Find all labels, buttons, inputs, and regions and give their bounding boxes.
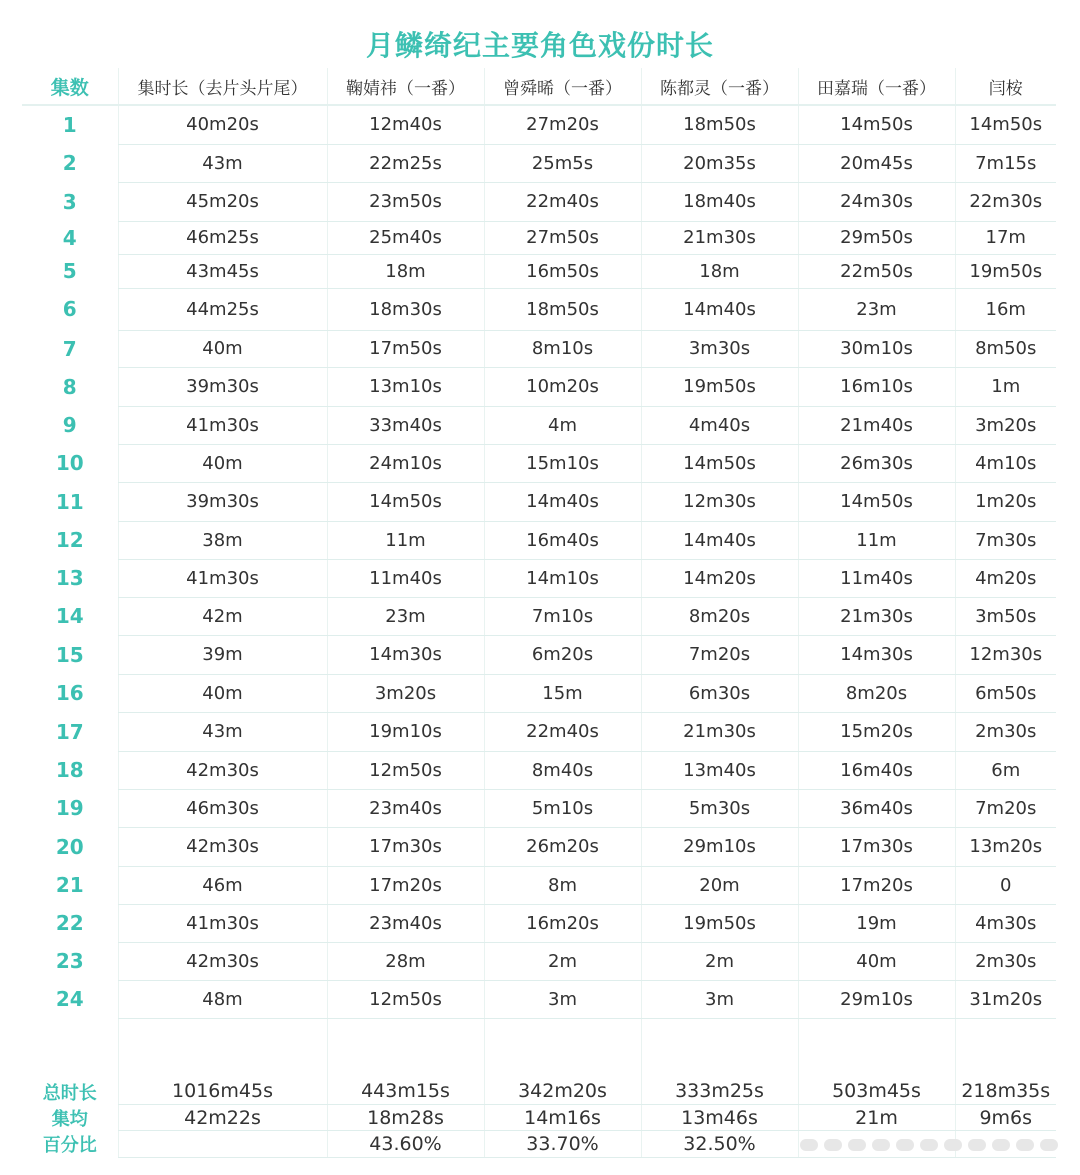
episode-number: 15 [55,642,84,667]
duration-cell: 16m20s [484,904,641,942]
duration-cell: 19m50s [641,904,798,942]
table-row [22,105,1056,144]
column-header: 陈都灵（一番） [641,68,798,105]
duration-cell: 5m30s [641,789,798,827]
summary-cell: 14m16s [484,1105,641,1131]
summary-cell: 43.60% [327,1131,484,1158]
duration-cell: 11m [798,521,955,559]
duration-cell: 17m30s [327,827,484,866]
table-row [22,482,1056,521]
duration-cell: 42m30s [118,751,327,789]
summary-cell: 18m28s [327,1105,484,1131]
duration-cell: 42m [118,597,327,635]
duration-cell: 23m50s [327,182,484,221]
summary-cell: 342m20s [484,1079,641,1105]
column-header: 集时长（去片头片尾） [118,68,327,105]
table-row [22,406,1056,444]
duration-cell: 12m50s [327,980,484,1018]
duration-cell: 27m20s [484,105,641,144]
duration-cell: 22m50s [798,254,955,288]
table-row [22,367,1056,406]
duration-cell: 28m [327,942,484,980]
duration-cell: 14m50s [798,105,955,144]
duration-cell: 43m45s [118,254,327,288]
duration-cell: 12m30s [955,635,1056,674]
duration-cell: 13m10s [327,367,484,406]
duration-cell: 16m10s [798,367,955,406]
duration-cell: 22m25s [327,144,484,182]
duration-cell: 14m40s [641,521,798,559]
table-row [22,789,1056,827]
table-row [22,221,1056,254]
duration-cell: 41m30s [118,904,327,942]
duration-cell: 8m [484,866,641,904]
duration-cell: 23m40s [327,789,484,827]
duration-cell: 40m [118,330,327,367]
duration-cell: 48m [118,980,327,1018]
duration-cell: 43m [118,144,327,182]
duration-cell: 14m50s [798,482,955,521]
duration-cell: 23m [798,288,955,330]
column-header: 闫桉 [955,68,1056,105]
episode-number: 4 [62,225,77,250]
duration-cell: 2m30s [955,942,1056,980]
duration-cell: 45m20s [118,182,327,221]
summary-label: 总时长 [42,1082,97,1104]
duration-cell: 33m40s [327,406,484,444]
duration-cell: 14m40s [641,288,798,330]
duration-cell: 26m20s [484,827,641,866]
duration-cell: 18m40s [641,182,798,221]
episode-number: 6 [62,297,77,321]
duration-cell: 3m50s [955,597,1056,635]
duration-cell: 1m [955,367,1056,406]
duration-cell: 13m40s [641,751,798,789]
episode-number: 20 [55,834,84,859]
episode-number: 21 [55,873,84,897]
episode-number: 22 [55,911,84,935]
duration-cell: 21m30s [641,221,798,254]
duration-cell: 8m50s [955,330,1056,367]
episode-number: 17 [55,719,84,744]
duration-cell: 16m [955,288,1056,330]
duration-cell: 3m20s [327,674,484,712]
duration-cell: 20m45s [798,144,955,182]
duration-cell: 40m [798,942,955,980]
summary-cell: 33.70% [484,1131,641,1158]
duration-cell: 0 [955,866,1056,904]
episode-number: 18 [55,758,84,782]
duration-cell: 22m40s [484,182,641,221]
duration-cell: 14m10s [484,559,641,597]
episode-number: 24 [55,987,84,1011]
table-row [22,521,1056,559]
duration-cell: 42m30s [118,942,327,980]
duration-cell: 20m [641,866,798,904]
summary-cell: 32.50% [641,1131,798,1158]
duration-cell: 41m30s [118,406,327,444]
summary-cell: 218m35s [955,1079,1056,1105]
duration-cell: 23m [327,597,484,635]
duration-cell: 43m [118,712,327,751]
duration-cell: 24m10s [327,444,484,482]
duration-cell: 31m20s [955,980,1056,1018]
duration-cell: 8m20s [798,674,955,712]
duration-cell: 8m20s [641,597,798,635]
summary-cell: 21m [798,1105,955,1131]
episode-number: 11 [55,489,84,514]
summary-row [22,1105,1056,1131]
duration-cell: 14m30s [798,635,955,674]
duration-cell: 23m40s [327,904,484,942]
duration-cell: 39m30s [118,482,327,521]
duration-cell: 2m [641,942,798,980]
episode-number: 10 [55,451,84,475]
duration-cell: 18m [641,254,798,288]
duration-cell: 8m40s [484,751,641,789]
duration-cell: 18m50s [484,288,641,330]
summary-label: 集均 [51,1108,88,1130]
duration-cell: 7m20s [955,789,1056,827]
duration-cell: 19m50s [955,254,1056,288]
duration-cell: 46m30s [118,789,327,827]
table-row [22,559,1056,597]
column-header: 田嘉瑞（一番） [798,68,955,105]
duration-cell: 30m10s [798,330,955,367]
duration-cell: 41m30s [118,559,327,597]
table-row [22,182,1056,221]
summary-row [22,1079,1056,1105]
page-title: 月鳞绮纪主要角色戏份时长 [365,29,714,62]
table-row [22,942,1056,980]
table-row [22,904,1056,942]
duration-cell: 17m20s [798,866,955,904]
duration-cell: 15m10s [484,444,641,482]
duration-cell: 7m15s [955,144,1056,182]
table-row [22,635,1056,674]
duration-cell: 12m30s [641,482,798,521]
duration-cell: 27m50s [484,221,641,254]
duration-cell: 7m20s [641,635,798,674]
summary-cell: 42m22s [118,1105,327,1131]
summary-cell: 443m15s [327,1079,484,1105]
duration-cell: 8m10s [484,330,641,367]
episode-number: 13 [55,566,84,590]
duration-cell: 17m30s [798,827,955,866]
column-header: 集数 [22,68,118,105]
duration-cell: 39m30s [118,367,327,406]
duration-cell: 19m10s [327,712,484,751]
duration-cell: 3m [484,980,641,1018]
duration-cell: 20m35s [641,144,798,182]
duration-cell: 22m40s [484,712,641,751]
duration-cell: 29m10s [798,980,955,1018]
duration-cell: 16m50s [484,254,641,288]
duration-cell: 15m [484,674,641,712]
duration-cell: 2m [484,942,641,980]
summary-cell: 333m25s [641,1079,798,1105]
duration-cell: 7m10s [484,597,641,635]
episode-number: 9 [62,413,77,437]
column-header: 鞠婧祎（一番） [327,68,484,105]
duration-cell: 46m25s [118,221,327,254]
data-rows [22,105,1056,1018]
duration-cell: 42m30s [118,827,327,866]
episode-number: 14 [55,604,84,628]
table-row [22,330,1056,367]
watermark [800,1130,1062,1160]
duration-cell: 14m20s [641,559,798,597]
episode-number: 5 [62,259,77,283]
duration-cell: 13m20s [955,827,1056,866]
summary-cell [118,1131,327,1158]
duration-cell: 25m5s [484,144,641,182]
episode-number: 1 [62,113,77,137]
duration-cell: 11m40s [327,559,484,597]
episode-number: 8 [62,374,77,399]
episode-number: 16 [55,681,84,705]
duration-cell: 11m40s [798,559,955,597]
duration-cell: 14m50s [327,482,484,521]
duration-cell: 26m30s [798,444,955,482]
episode-number: 12 [55,528,84,552]
duration-cell: 3m20s [955,406,1056,444]
duration-cell: 15m20s [798,712,955,751]
duration-cell: 6m30s [641,674,798,712]
screen-time-table [22,68,1056,1158]
episode-number: 19 [55,796,84,820]
duration-cell: 1m20s [955,482,1056,521]
duration-cell: 2m30s [955,712,1056,751]
duration-cell: 17m50s [327,330,484,367]
summary-cell: 13m46s [641,1105,798,1131]
duration-cell: 19m50s [641,367,798,406]
table-row [22,866,1056,904]
duration-cell: 11m [327,521,484,559]
duration-cell: 14m30s [327,635,484,674]
episode-number: 3 [62,189,77,214]
duration-cell: 21m40s [798,406,955,444]
duration-cell: 4m10s [955,444,1056,482]
duration-cell: 6m20s [484,635,641,674]
duration-cell: 18m50s [641,105,798,144]
episode-number: 23 [55,949,84,973]
duration-cell: 4m30s [955,904,1056,942]
duration-cell: 21m30s [798,597,955,635]
episode-number: 7 [62,336,77,361]
duration-cell: 14m50s [641,444,798,482]
table-row [22,254,1056,288]
table-row [22,827,1056,866]
table-row [22,597,1056,635]
duration-cell: 40m20s [118,105,327,144]
table-row [22,980,1056,1018]
table-row [22,712,1056,751]
duration-cell: 16m40s [798,751,955,789]
duration-cell: 14m40s [484,482,641,521]
table-row [22,288,1056,330]
duration-cell: 38m [118,521,327,559]
duration-cell: 19m [798,904,955,942]
duration-cell: 5m10s [484,789,641,827]
duration-cell: 12m50s [327,751,484,789]
duration-cell: 16m40s [484,521,641,559]
duration-cell: 18m [327,254,484,288]
duration-cell: 6m [955,751,1056,789]
duration-cell: 44m25s [118,288,327,330]
duration-cell: 12m40s [327,105,484,144]
duration-cell: 40m [118,674,327,712]
duration-cell: 39m [118,635,327,674]
duration-cell: 29m10s [641,827,798,866]
table-row [22,751,1056,789]
duration-cell: 22m30s [955,182,1056,221]
duration-cell: 10m20s [484,367,641,406]
duration-cell: 3m30s [641,330,798,367]
duration-cell: 29m50s [798,221,955,254]
column-header: 曾舜晞（一番） [484,68,641,105]
duration-cell: 4m [484,406,641,444]
summary-cell: 9m6s [955,1105,1056,1131]
blank-row [22,1018,1056,1079]
duration-cell: 7m30s [955,521,1056,559]
duration-cell: 6m50s [955,674,1056,712]
duration-cell: 24m30s [798,182,955,221]
summary-cell: 503m45s [798,1079,955,1105]
duration-cell: 17m20s [327,866,484,904]
table-row [22,144,1056,182]
table-row [22,674,1056,712]
summary-label: 百分比 [42,1135,97,1156]
duration-cell: 46m [118,866,327,904]
duration-cell: 25m40s [327,221,484,254]
duration-cell: 18m30s [327,288,484,330]
duration-cell: 4m40s [641,406,798,444]
duration-cell: 3m [641,980,798,1018]
duration-cell: 21m30s [641,712,798,751]
duration-cell: 17m [955,221,1056,254]
header-row [22,68,1056,105]
duration-cell: 36m40s [798,789,955,827]
duration-cell: 40m [118,444,327,482]
summary-cell: 1016m45s [118,1079,327,1105]
table-row [22,444,1056,482]
duration-cell: 4m20s [955,559,1056,597]
episode-number: 2 [62,151,77,175]
duration-cell: 14m50s [955,105,1056,144]
